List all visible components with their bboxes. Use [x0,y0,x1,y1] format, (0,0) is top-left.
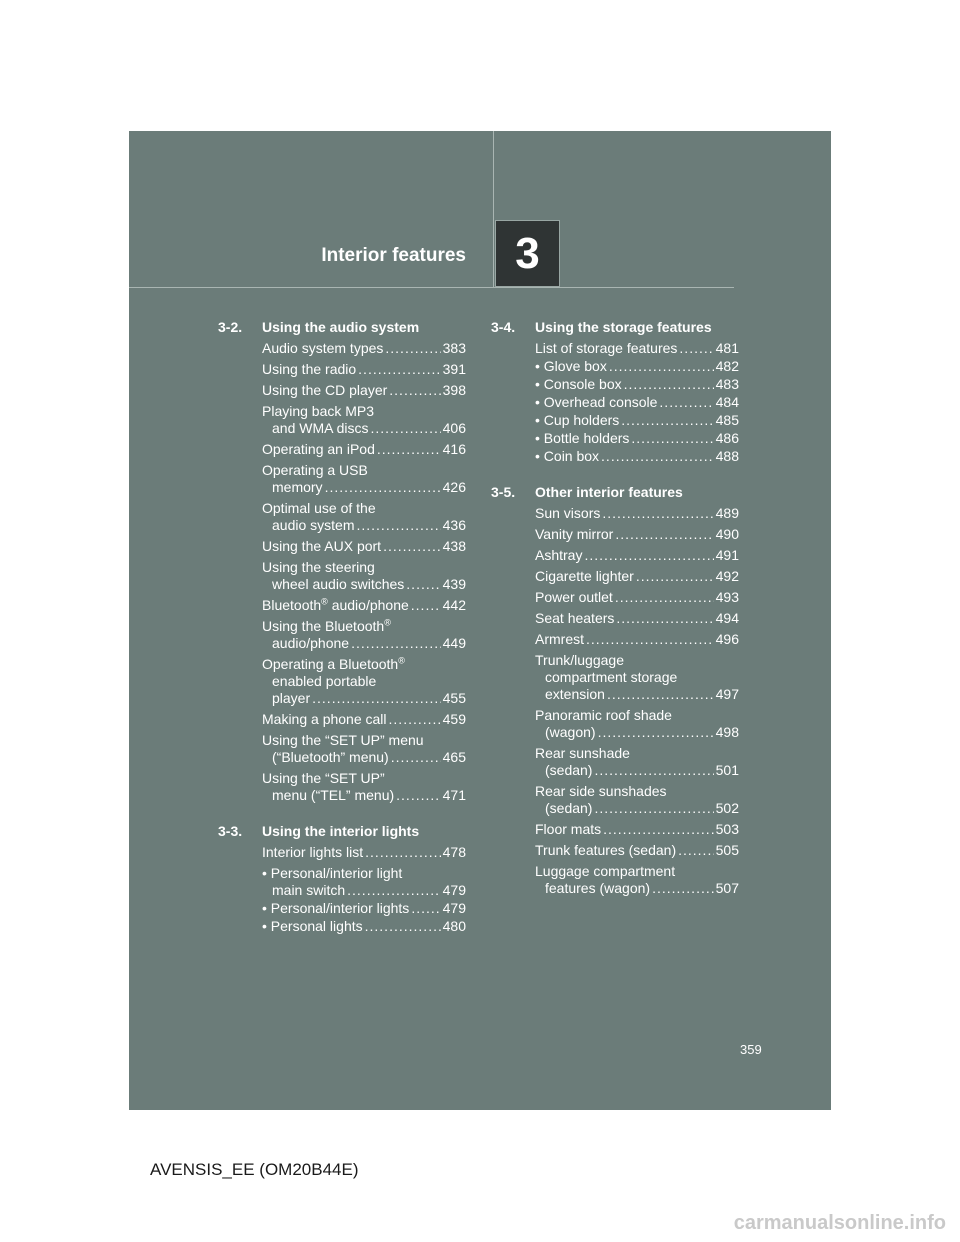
entry-text: Audio system types [262,340,384,356]
divider-vertical [493,131,494,288]
divider-horizontal [129,287,734,288]
toc-entry[interactable] [262,918,466,935]
toc-section [218,822,466,935]
toc-entry[interactable] [535,631,739,648]
toc-entry[interactable] [535,394,739,411]
toc-entry[interactable] [535,358,739,375]
toc-entry[interactable] [535,863,739,897]
chapter-number-box [495,220,560,287]
toc-entry[interactable] [262,844,466,861]
entry-page: 416 [442,441,466,457]
entry-page: 484 [715,394,739,410]
entry-text: • Bottle holders [535,430,630,446]
entry-text: Ashtray [535,547,583,563]
toc-entry[interactable] [262,865,466,899]
section-title: Using the storage features [535,319,712,335]
toc-entry[interactable] [262,441,466,458]
entry-text: and WMA discs [272,420,369,436]
dot-leader [601,448,714,465]
entry-text: Floor mats [535,821,602,837]
entry-text: Using the radio [262,361,357,377]
toc-entry[interactable] [262,382,466,399]
entry-text: Operating a USB [262,462,368,478]
section-title: Other interior features [535,484,683,500]
entry-text: • Overhead console [535,394,658,410]
entry-text: Power outlet [535,589,613,605]
entry-text: List of storage features [535,340,678,356]
entry-page: 478 [442,844,466,860]
entry-text: (sedan) [545,800,593,816]
dot-leader [631,430,713,447]
entry-text: Using the steering [262,559,375,575]
dot-leader [594,762,713,779]
entry-page: 479 [442,900,466,916]
entry-page: 491 [715,547,739,563]
dot-leader [584,547,713,564]
toc-entry[interactable] [535,505,739,522]
toc-entry[interactable] [262,732,466,766]
entry-page: 501 [715,762,739,778]
dot-leader [356,517,440,534]
dot-leader [347,882,441,899]
entry-text: Operating a Bluetooth® [262,655,405,672]
entry-text: Making a phone call [262,711,387,727]
section-heading [491,483,739,502]
entry-text: • Personal/interior light [262,865,403,881]
entry-text: • Personal/interior lights [262,900,410,916]
toc-entry[interactable] [262,618,466,652]
toc-entry[interactable] [262,711,466,728]
toc-entry[interactable] [262,538,466,555]
entry-page: 438 [442,538,466,554]
entry-text: Trunk features (sedan) [535,842,677,858]
entry-text: player [272,690,311,706]
entry-text: Using the CD player [262,382,388,398]
entry-page: 465 [442,749,466,765]
toc-entry[interactable] [535,526,739,543]
entry-text: • Console box [535,376,622,392]
toc-entry[interactable] [535,707,739,741]
dot-leader [636,568,714,585]
entry-text: • Cup holders [535,412,620,428]
entry-page: 488 [715,448,739,464]
entry-page: 486 [715,430,739,446]
toc-entry[interactable] [535,568,739,585]
footer-code: AVENSIS_EE (OM20B44E) [150,1160,359,1179]
toc-entry[interactable] [262,770,466,804]
entry-page: 449 [442,635,466,651]
dot-leader [406,576,440,593]
entry-text: Using the AUX port [262,538,382,554]
entry-text: audio system [272,517,355,533]
dot-leader [679,340,713,357]
section-number: 3-4. [491,319,516,335]
dot-leader [389,711,441,728]
entry-page: 426 [442,479,466,495]
entry-page: 498 [715,724,739,740]
entry-page: 471 [442,787,466,803]
entry-page: 494 [715,610,739,626]
dot-leader [678,842,714,859]
entry-text: compartment storage [545,669,678,685]
entry-page: 479 [442,882,466,898]
entry-page: 439 [442,576,466,592]
entry-text: Vanity mirror [535,526,614,542]
toc-entry[interactable] [535,783,739,817]
entry-text: Luggage compartment [535,863,676,879]
dot-leader [411,597,441,614]
toc-entry[interactable] [262,361,466,378]
entry-page: 481 [715,340,739,356]
entry-page: 493 [715,589,739,605]
dot-leader [385,340,440,357]
dot-leader [391,749,441,766]
entry-text: Using the Bluetooth® [262,617,391,634]
entry-text: audio/phone [272,635,350,651]
dot-leader [351,635,441,652]
dot-leader [615,589,714,606]
toc-entry[interactable] [535,652,739,703]
entry-page: 497 [715,686,739,702]
entry-text: menu (“TEL” menu) [272,787,395,803]
watermark: carmanualsonline.info [733,1212,946,1234]
toc-entry[interactable] [535,430,739,447]
toc-entry[interactable] [262,559,466,593]
entry-text: Sun visors [535,505,601,521]
section-title: Using the interior lights [262,823,420,839]
entry-text: Using the “SET UP” [262,770,385,786]
entry-page: 391 [442,361,466,377]
toc-entry[interactable] [262,656,466,707]
entry-page: 442 [442,597,466,613]
section-number: 3-3. [218,823,243,839]
entry-text: features (wagon) [545,880,651,896]
entry-page: 436 [442,517,466,533]
entry-text: (“Bluetooth” menu) [272,749,389,765]
toc-entry[interactable] [535,842,739,859]
entry-page: 489 [715,505,739,521]
entry-text: Cigarette lighter [535,568,634,584]
dot-leader [594,800,713,817]
dot-leader [383,538,441,555]
dot-leader [603,821,714,838]
entry-page: 507 [715,880,739,896]
entry-page: 503 [715,821,739,837]
entry-text: extension [545,686,605,702]
section-heading [218,318,466,337]
toc-entry[interactable] [535,745,739,779]
entry-page: 383 [442,340,466,356]
entry-text: main switch [272,882,346,898]
entry-text: Operating an iPod [262,441,375,457]
dot-leader [411,900,440,917]
dot-leader [615,526,713,543]
section-title: Using the audio system [262,319,420,335]
dot-leader [598,724,714,741]
dot-leader [602,505,713,522]
entry-page: 480 [442,918,466,934]
dot-leader [621,412,713,429]
section-number: 3-2. [218,319,243,335]
page-number: 359 [740,1042,762,1057]
toc-left-column [218,318,466,953]
section-heading [491,318,739,337]
chapter-title: Interior features [321,245,466,266]
entry-text: Seat heaters [535,610,615,626]
entry-page: 398 [442,382,466,398]
dot-leader [616,610,713,627]
entry-text: Using the “SET UP” menu [262,732,424,748]
section-number: 3-5. [491,484,516,500]
entry-page: 482 [715,358,739,374]
entry-text: (sedan) [545,762,593,778]
toc-section [491,483,739,897]
toc-entry[interactable] [262,900,466,917]
dot-leader [365,918,441,935]
toc-entry[interactable] [262,500,466,534]
entry-text: Rear sunshade [535,745,630,761]
toc-entry[interactable] [535,610,739,627]
dot-leader [377,441,441,458]
toc-entry[interactable] [535,821,739,838]
toc-entry[interactable] [535,589,739,606]
toc-entry[interactable] [262,403,466,437]
toc-right-column [491,318,739,915]
entry-text: wheel audio switches [272,576,405,592]
dot-leader [358,361,440,378]
dot-leader [325,479,441,496]
toc-entry[interactable] [262,340,466,357]
entry-page: 490 [715,526,739,542]
dot-leader [389,382,440,399]
entry-page: 502 [715,800,739,816]
toc-section [491,318,739,465]
entry-text: • Coin box [535,448,600,464]
entry-text: • Glove box [535,358,607,374]
entry-text: Panoramic roof shade [535,707,672,723]
toc-section [218,318,466,804]
entry-text: Armrest [535,631,584,647]
toc-entry[interactable] [535,448,739,465]
entry-page: 406 [442,420,466,436]
entry-page: 496 [715,631,739,647]
entry-page: 483 [715,376,739,392]
toc-entry[interactable] [262,597,466,614]
entry-text: memory [272,479,323,495]
entry-page: 492 [715,568,739,584]
dot-leader [396,787,440,804]
toc-entry[interactable] [535,547,739,564]
entry-page: 455 [442,690,466,706]
dot-leader [609,358,714,375]
dot-leader [365,844,440,861]
toc-entry[interactable] [535,340,739,357]
entry-text: Interior lights list [262,844,364,860]
section-heading [218,822,466,841]
toc-entry[interactable] [535,376,739,393]
dot-leader [312,690,441,707]
toc-entry[interactable] [262,462,466,496]
entry-text: Playing back MP3 [262,403,375,419]
entry-text: Rear side sunshades [535,783,667,799]
dot-leader [624,376,714,393]
entry-text: (wagon) [545,724,596,740]
entry-text: enabled portable [272,673,377,689]
dot-leader [607,686,714,703]
entry-text: Optimal use of the [262,500,376,516]
toc-entry[interactable] [535,412,739,429]
dot-leader [586,631,714,648]
dot-leader [652,880,714,897]
entry-page: 459 [442,711,466,727]
entry-text: Bluetooth® audio/phone [262,596,409,613]
entry-page: 505 [715,842,739,858]
dot-leader [659,394,713,411]
dot-leader [370,420,440,437]
chapter-number: 3 [515,228,540,278]
entry-text: Trunk/luggage [535,652,624,668]
entry-page: 485 [715,412,739,428]
entry-text: • Personal lights [262,918,363,934]
